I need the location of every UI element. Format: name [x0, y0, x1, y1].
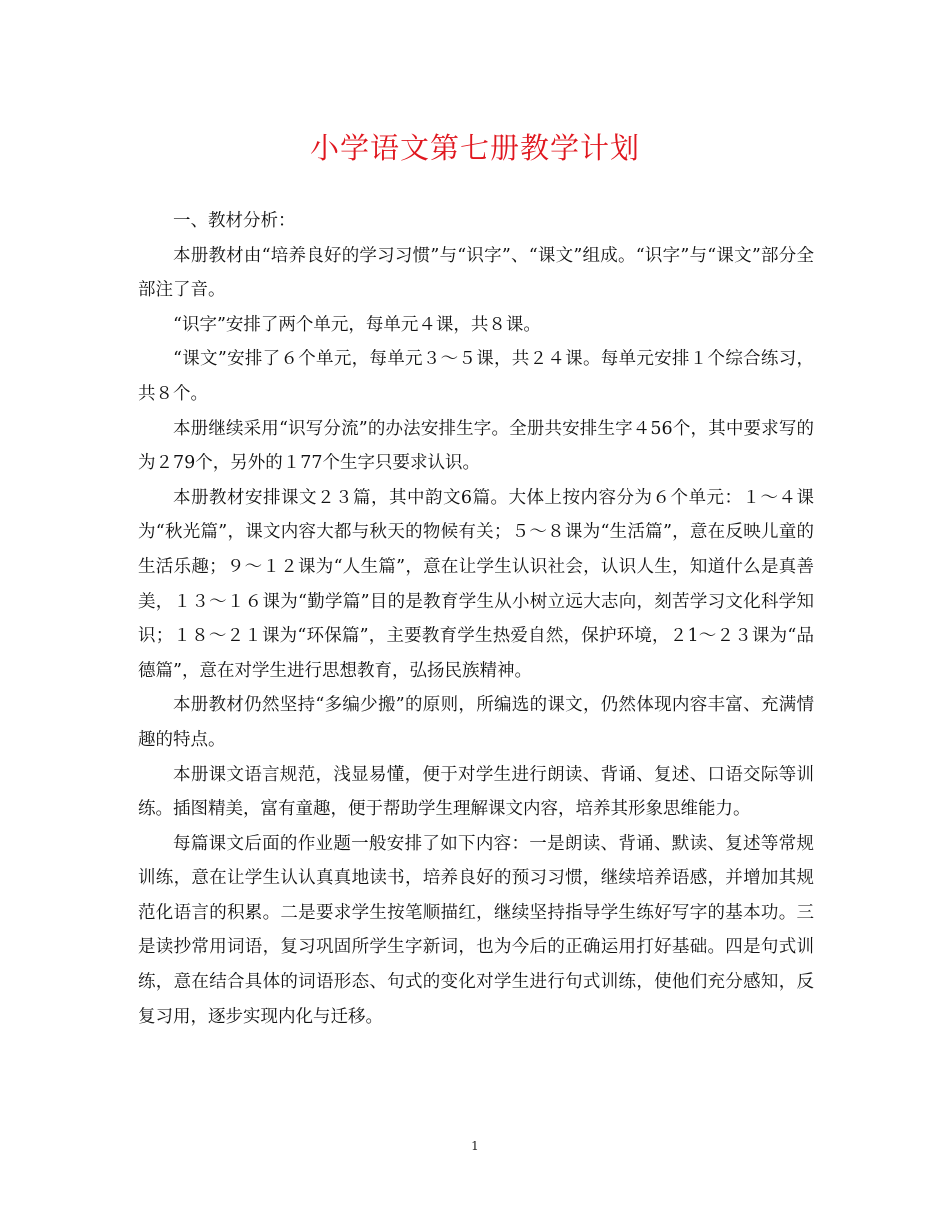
document-body [138, 204, 814, 1034]
paragraph: 本册教材仍然坚持“多编少搬”的原则，所编选的课文，仍然体现内容丰富、充满情趣的特点。 [138, 695, 814, 750]
paragraph: “课文”安排了６个单元，每单元３～５课，共２４课。每单元安排１个综合练习，共８个。 [138, 349, 814, 404]
paragraph: 本册继续采用“识写分流”的办法安排生字。全册共安排生字４56个，其中要求写的为２79个，另外的１77个生字只要求认识。 [138, 418, 814, 474]
paragraph: “识字”安排了两个单元，每单元４课，共８课。 [173, 314, 541, 335]
page-number: 1 [471, 1139, 479, 1153]
paragraph: 本册教材由“培养良好的学习习惯”与“识字”、“课文”组成。“识字”与“课文”部分全部注了音。 [138, 245, 814, 301]
document-title: 小学语文第七册教学计划 [309, 131, 640, 165]
paragraph: 本册教材安排课文２３篇，其中韵文6篇。大体上按内容分为６个单元：１～４课为“秋光篇”，课文内容大都与秋天的物候有关；５～８课为“生活篇”，意在反映儿童的生活乐趣；９～１２课为“人生篇”，意在让学生认识社会，认识人生，知道什么是真善美，１３～１６课为“勤学篇”目的是教育学生从小树立远大志向，刻苦学习文化科学知识；１８～２１课为“环保篇”，主要教育学生热爱自然，保护环境，２1～２３课为“品德篇”，意在对学生进行思想教育，弘扬民族精神。 [138, 487, 814, 681]
section-heading: 一、教材分析： [173, 211, 296, 231]
paragraph: 每篇课文后面的作业题一般安排了如下内容：一是朗读、背诵、默读、复述等常规训练，意在让学生认认真真地读书，培养良好的预习习惯，继续培养语感，并增加其规范化语言的积累。二是要求学生按笔顺描红，继续坚持指导学生练好写字的基本功。三是读抄常用词语，复习巩固所学生字新词，也为今后的正确运用打好基础。四是句式训练，意在结合具体的词语形态、句式的变化对学生进行句式训练，使他们充分感知，反复习用，逐步实现内化与迁移。 [138, 833, 814, 1027]
paragraph: 本册课文语言规范，浅显易懂，便于对学生进行朗读、背诵、复述、口语交际等训练。插图精美，富有童趣，便于帮助学生理解课文内容，培养其形象思维能力。 [138, 764, 814, 820]
